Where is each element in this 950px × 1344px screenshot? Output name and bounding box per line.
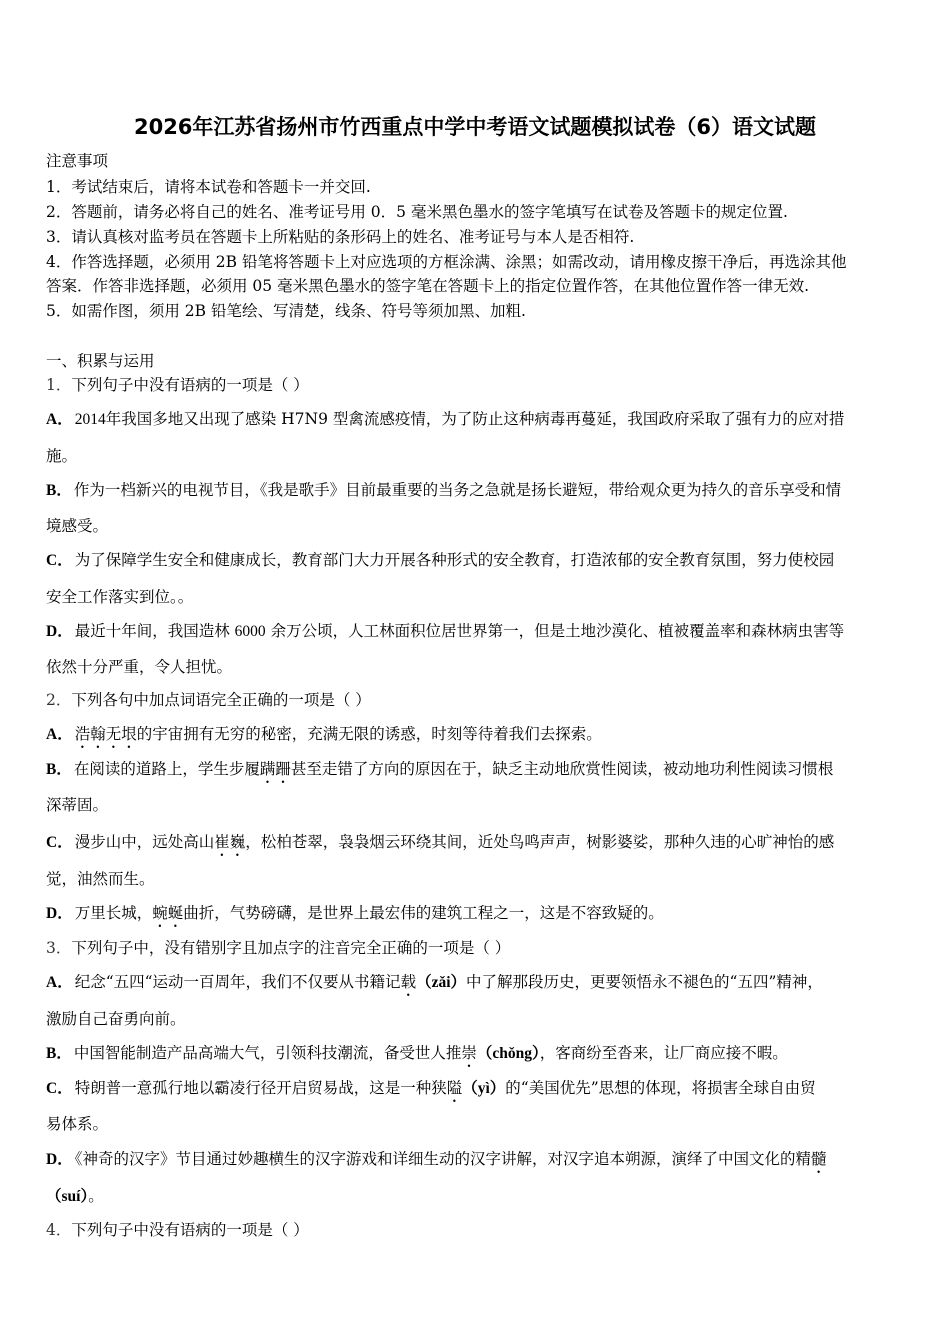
option-text: 年我国多地又出现了感染 H7N9 型禽流感疫情，为了防止这种病毒再蔓延，我国政府采取了强有力的应对措 — [105, 410, 845, 428]
option-letter: B． — [46, 1045, 72, 1062]
option-text: 特朗普一意孤行地以霸凌行径开启贸易战，这是一种狭 — [74, 1079, 447, 1097]
pinyin: （suí） — [46, 1188, 89, 1205]
notice-item-3: 3．请认真核对监考员在答题卡上所粘贴的条形码上的姓名、准考证号与本人是否相符. — [46, 228, 635, 246]
dotted-word: 蹒跚 — [259, 760, 291, 778]
option-text: ，松柏苍翠，袅袅烟云环绕其间，近处鸟鸣声声，树影婆娑，那种久违的心旷神怡的感 — [245, 833, 835, 851]
option-text: 作为一档新兴的电视节目，《我是歌手》目前最重要的当务之急就是扬长避短，带给观众更为持久的音乐享受和情 — [73, 481, 842, 499]
option-text: 中了解那段历史，更要领悟永不褪色的“五四”精神， — [466, 973, 823, 991]
q3-option-d — [46, 1148, 826, 1177]
q3-option-d-cont — [46, 1185, 104, 1208]
question-text: 下列句子中，没有错别字且加点字的注音完全正确的一项是（ ） — [71, 939, 511, 957]
dotted-character: 崇 — [461, 1044, 477, 1062]
option-text: 余万公顷，人工林面积位居世界第一，但是土地沙漠化、植被覆盖率和森林病虫害等 — [265, 622, 845, 640]
question-text: 下列句子中没有语病的一项是（ ） — [71, 376, 309, 394]
q1-option-b — [46, 479, 841, 502]
pinyin: （yì） — [462, 1080, 506, 1097]
option-text: 。 — [88, 1187, 104, 1205]
notice-item-5: 5．如需作图，须用 2B 铅笔绘、写清楚，线条、符号等须加黑、加粗. — [46, 302, 526, 320]
question-number: 4． — [46, 1221, 72, 1239]
q1-option-a — [46, 408, 844, 431]
option-number: 2014 — [74, 411, 106, 428]
option-letter: C． — [46, 834, 73, 851]
dotted-character: 隘 — [446, 1079, 463, 1097]
pinyin: （zǎi） — [416, 974, 467, 991]
notice-heading: 注意事项 — [46, 152, 109, 170]
option-text: 漫步山中，远处高山 — [74, 833, 215, 851]
option-text: 《神奇的汉字》节目通过妙趣横生的汉字游戏和详细生动的汉字讲解，对汉字追本朔源，演绎了中国文化的精 — [74, 1150, 811, 1168]
option-text: 曲折，气势磅礴，是世界上最宏伟的建筑工程之一，这是不容致疑的。 — [183, 904, 664, 922]
notice-item-2: 2．答题前，请务必将自己的姓名、准考证号用 0．5 毫米黑色墨水的签字笔填写在试卷及答题卡的规定位置. — [46, 203, 788, 221]
option-text: 纪念“五四“运动一百周年，我们不仅要从书籍记 — [74, 973, 401, 991]
notice-item-4: 4．作答选择题，必须用 2B 铅笔将答题卡上对应选项的方框涂满、涂黑；如需改动，请用橡皮擦干净后，再选涂其他 — [46, 253, 847, 271]
question-text: 下列各句中加点词语完全正确的一项是（ ） — [71, 691, 371, 709]
q3-option-c — [46, 1077, 816, 1106]
question-text: 下列句子中没有语病的一项是（ ） — [71, 1221, 309, 1239]
section-heading: 一、积累与运用 — [46, 352, 155, 370]
question-2-stem — [46, 689, 371, 711]
option-text: 的“美国优先”思想的体现，将损害全球自由贸 — [505, 1079, 816, 1097]
q1-option-d-cont: 依然十分严重，令人担忧。 — [46, 658, 233, 676]
dotted-word: 崔巍 — [214, 833, 246, 851]
option-letter: C． — [46, 552, 73, 569]
q2-option-a — [46, 723, 602, 752]
pinyin: （chǒng） — [476, 1045, 540, 1062]
dotted-word: 蜿蜒 — [152, 904, 184, 922]
notice-item-4-cont: 答案．作答非选择题，必须用 05 毫米黑色墨水的签字笔在答题卡上的指定位置作答，在其他位置作答一律无效. — [46, 277, 810, 295]
option-number: 6000 — [234, 623, 266, 640]
q3-option-a — [46, 971, 823, 1000]
q1-option-d — [46, 620, 844, 643]
option-text: 甚至走错了方向的原因在于，缺乏主动地欣赏性阅读，被动地功利性阅读习惯根 — [290, 760, 834, 778]
option-letter: A． — [46, 411, 73, 428]
q3-option-a-cont: 激励自己奋勇向前。 — [46, 1010, 186, 1028]
question-4-stem — [46, 1219, 309, 1241]
q2-option-b — [46, 758, 833, 787]
option-letter: B． — [46, 761, 72, 778]
q1-option-b-cont: 境感受。 — [46, 517, 109, 535]
option-text: 为了保障学生安全和健康成长，教育部门大力开展各种形式的安全教育，打造浓郁的安全教育氛围，努力使校园 — [74, 551, 835, 569]
q2-option-c — [46, 831, 834, 860]
option-text: 万里长城， — [74, 904, 153, 922]
q2-option-b-cont: 深蒂固。 — [46, 796, 109, 814]
option-letter: D． — [46, 1151, 73, 1168]
option-text: ，客商纷至沓来，让厂商应接不暇。 — [539, 1044, 788, 1062]
q1-option-c-cont: 安全工作落实到位。。 — [46, 588, 194, 606]
question-number: 2． — [46, 691, 72, 709]
option-letter: B． — [46, 482, 72, 499]
option-text: 在阅读的道路上，学生步履 — [73, 760, 260, 778]
option-letter: C． — [46, 1080, 73, 1097]
question-3-stem — [46, 937, 510, 959]
option-letter: A． — [46, 726, 73, 743]
option-letter: A． — [46, 974, 73, 991]
page-title: 2026年江苏省扬州市竹西重点中学中考语文试题模拟试卷（6）语文试题 — [133, 115, 817, 139]
dotted-word: 浩翰无垠 — [74, 725, 137, 743]
q1-option-c — [46, 549, 834, 572]
option-letter: D． — [46, 623, 73, 640]
q2-option-d — [46, 902, 664, 931]
option-letter: D． — [46, 905, 73, 922]
q3-option-b — [46, 1042, 788, 1071]
notice-item-1: 1．考试结束后，请将本试卷和答题卡一并交回. — [46, 178, 371, 196]
option-text: 的宇宙拥有无穷的秘密，充满无限的诱惑，时刻等待着我们去探索。 — [136, 725, 602, 743]
q2-option-c-cont: 觉，油然而生。 — [46, 870, 155, 888]
dotted-character: 载 — [400, 973, 417, 991]
dotted-character: 髓 — [810, 1150, 827, 1168]
question-number: 1． — [46, 376, 72, 394]
question-1-stem — [46, 374, 309, 396]
option-text: 最近十年间，我国造林 — [74, 622, 235, 640]
question-number: 3． — [46, 939, 72, 957]
q3-option-c-cont: 易体系。 — [46, 1115, 109, 1133]
option-text: 中国智能制造产品高端大气，引领科技潮流，备受世人推 — [73, 1044, 462, 1062]
q1-option-a-cont: 施。 — [46, 447, 78, 465]
